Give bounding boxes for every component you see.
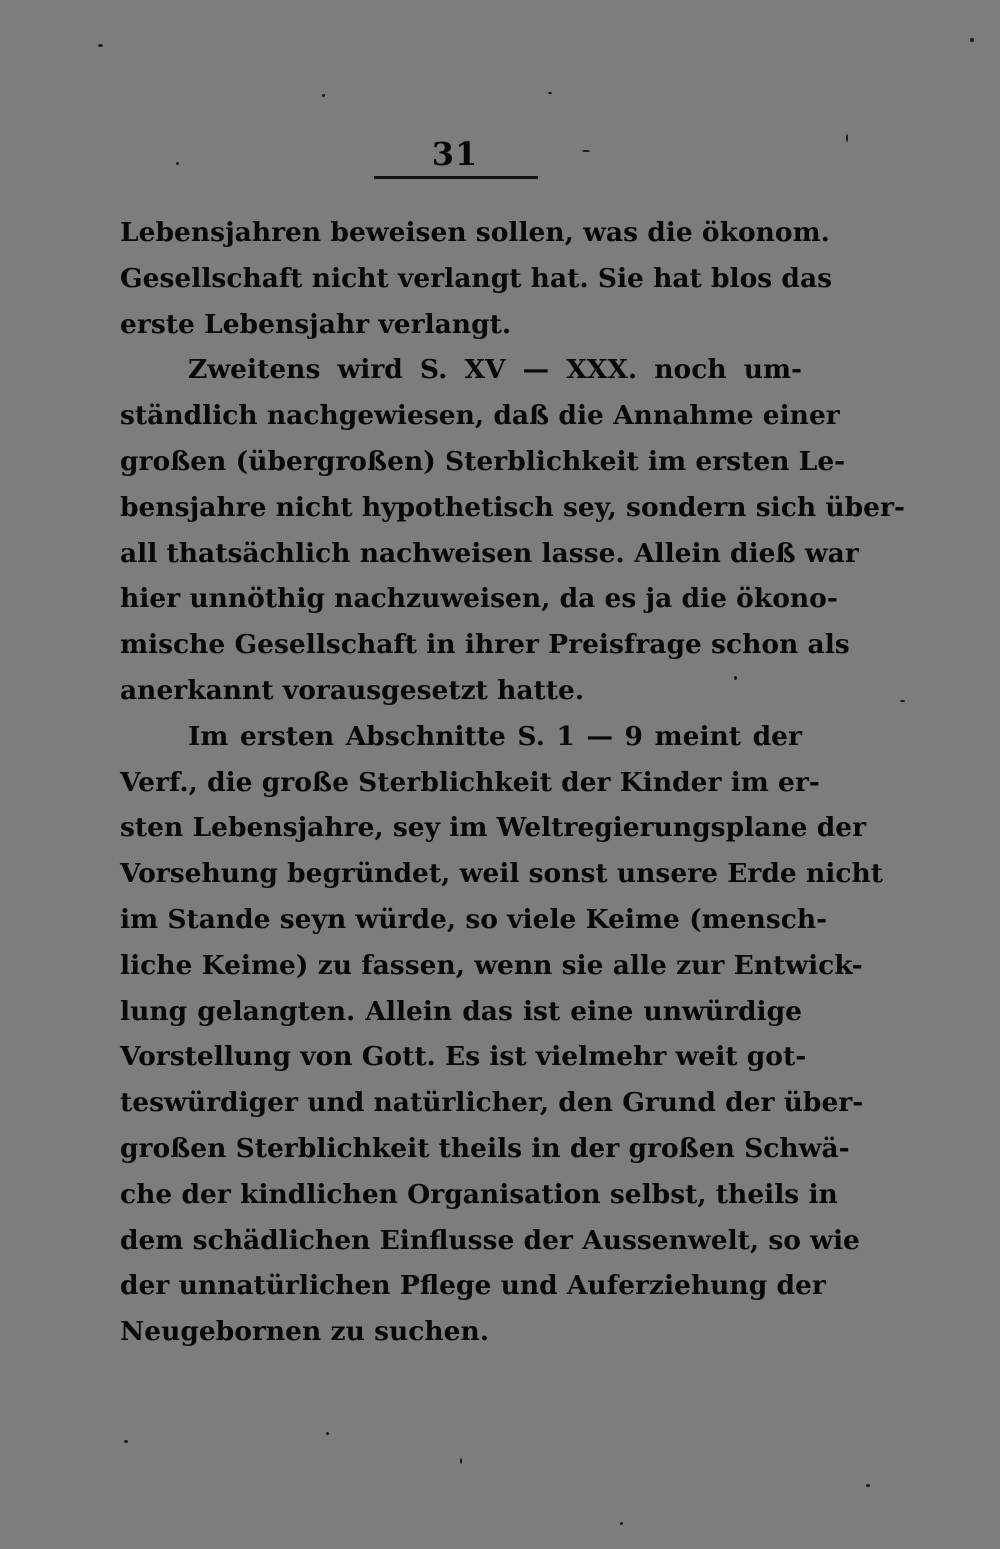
text-line: che der kindlichen Organisation selbst, theils in [120,1178,838,1210]
text-line: liche Keime) zu fassen, wenn sie alle zur Entwick- [120,949,863,981]
scan-speck [846,134,848,142]
text-line: hier unnöthig nachzuweisen, da es ja die ökono- [120,583,838,615]
scan-speck [900,700,905,702]
text-line: Zweitens wird S. XV — XXX. noch um- [188,354,802,386]
text-line: bensjahre nicht hypothetisch sey, sondern sich über- [120,491,905,523]
header-rule [374,176,538,179]
text-line: dem schädlichen Einflusse der Aussenwelt, so wie [120,1224,860,1256]
scan-speck [124,1440,128,1443]
text-line: all thatsächlich nachweisen lasse. Allein dieß war [120,537,859,569]
scan-speck [176,162,179,165]
text-line: teswürdiger und natürlicher, den Grund der über- [120,1087,864,1119]
text-line: Im ersten Abschnitte S. 1 — 9 meint der [188,720,802,752]
scan-speck [322,94,325,97]
text-line: lung gelangten. Allein das ist eine unwürdige [120,995,802,1027]
scan-speck [582,150,590,152]
scan-speck [326,1432,329,1435]
scan-speck [620,1522,623,1525]
text-line: sten Lebensjahre, sey im Weltregierungsplane der [120,812,867,844]
text-line: mische Gesellschaft in ihrer Preisfrage schon als [120,629,850,661]
text-line: Lebensjahren beweisen sollen, was die ökonom. [120,217,830,248]
text-line: Vorstellung von Gott. Es ist vielmehr weit got- [120,1041,807,1073]
scan-speck [866,1484,870,1487]
text-line: ständlich nachgewiesen, daß die Annahme einer [120,400,840,432]
text-line: großen (übergroßen) Sterblichkeit im ersten Le- [120,445,846,477]
text-line: erste Lebensjahr verlangt. [120,308,512,340]
text-line: Gesellschaft nicht verlangt hat. Sie hat blos das [120,262,833,294]
page-number: 31 [431,135,479,173]
scan-speck [970,38,974,42]
text-line: Vorsehung begründet, weil sonst unsere Erde nicht [120,858,883,890]
text-line: Verf., die große Sterblichkeit der Kinder im er- [120,766,820,798]
text-line: anerkannt vorausgesetzt hatte. [120,674,585,706]
text-line: im Stande seyn würde, so viele Keime (mensch- [120,903,828,935]
scan-speck [98,44,103,47]
text-line: der unnatürlichen Pflege und Auferziehung der [120,1270,826,1302]
body-text [120,210,905,1355]
scan-speck [548,92,552,94]
scan-speck [734,676,737,680]
text-line: Neugebornen zu suchen. [120,1316,490,1348]
text-line: großen Sterblichkeit theils in der großen Schwä- [120,1132,850,1164]
scan-speck [460,1458,462,1464]
